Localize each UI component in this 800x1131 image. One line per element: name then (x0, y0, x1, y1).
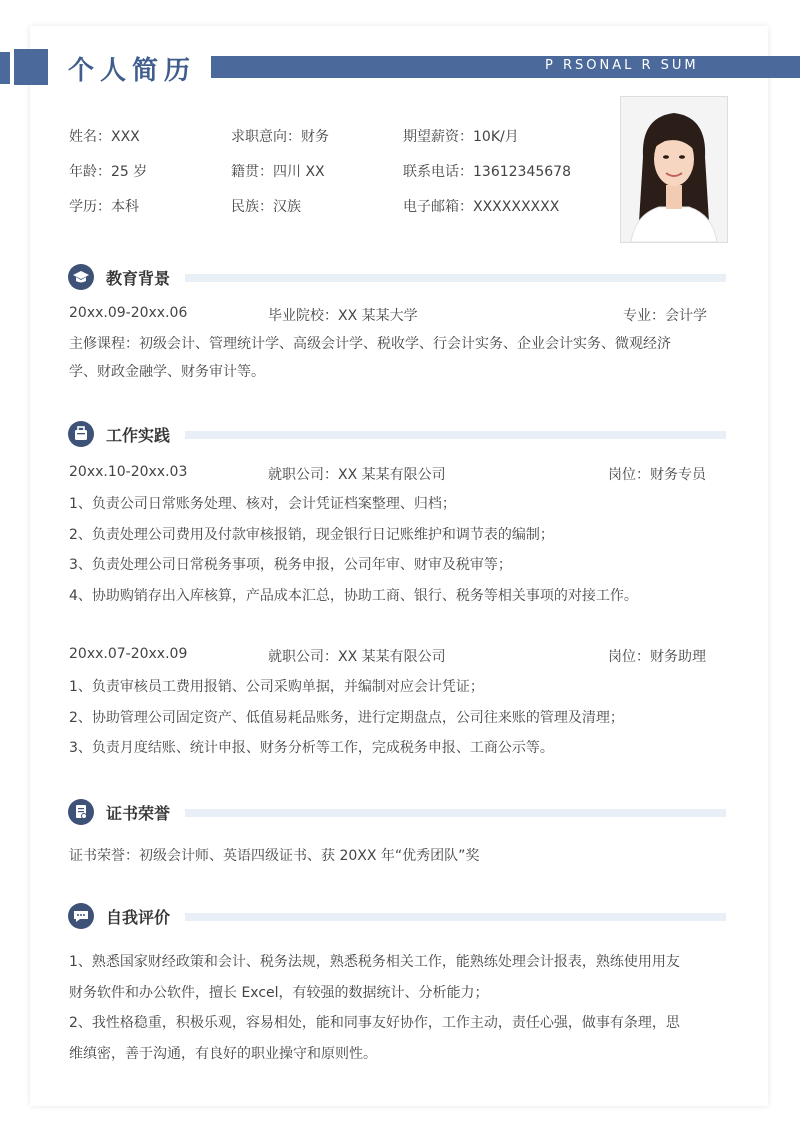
job-company: 就职公司：XX 某某有限公司 (268, 649, 446, 665)
job-duty: 4、协助购销存出入库核算，产品成本汇总，协助工商、银行、税务等相关事项的对接工作。 (69, 588, 638, 604)
section-divider (185, 431, 726, 439)
job-duty: 2、负责处理公司费用及付款审核报销，现金银行日记账维护和调节表的编制； (69, 527, 554, 543)
job-company: 就职公司：XX 某某有限公司 (268, 467, 446, 483)
job-duty: 3、负责处理公司日常税务事项，税务申报，公司年审、财审及税审等； (69, 557, 512, 573)
section-divider (185, 274, 726, 282)
header-subtitle: P RSONAL R SUM (545, 58, 699, 73)
job-duty: 1、负责审核员工费用报销、公司采购单据，并编制对应会计凭证； (69, 679, 484, 695)
section-work-title: 工作实践 (106, 426, 171, 445)
info-name: 姓名：XXX (69, 129, 140, 145)
info-salary: 期望薪资：10K/月 (403, 129, 519, 145)
cert-text: 证书荣誉：初级会计师、英语四级证书、获 20XX 年“优秀团队”奖 (69, 848, 480, 864)
job-period: 20xx.10-20xx.03 (69, 464, 188, 480)
education-courses-line1: 主修课程：初级会计、管理统计学、高级会计学、税收学、行会计实务、企业会计实务、微观经济 (69, 336, 671, 352)
section-divider (185, 913, 726, 921)
profile-photo (620, 96, 728, 243)
header-bar (211, 56, 800, 78)
job-duty: 2、协助管理公司固定资产、低值易耗品账务，进行定期盘点，公司往来账的管理及清理； (69, 710, 624, 726)
info-origin: 籍贯：四川 XX (231, 164, 325, 180)
page-title: 个人简历 (68, 56, 197, 86)
education-school: 毕业院校：XX 某某大学 (268, 308, 418, 324)
info-ethnicity: 民族：汉族 (231, 199, 301, 215)
education-period: 20xx.09-20xx.06 (69, 305, 188, 321)
section-self-header (68, 903, 728, 931)
self-eval-line: 维缜密，善于沟通，有良好的职业操守和原则性。 (69, 1046, 377, 1062)
job-position: 岗位：财务专员 (608, 467, 706, 483)
certificate-icon (68, 799, 94, 825)
education-major: 专业：会计学 (623, 308, 707, 324)
job-duty: 1、负责公司日常账务处理、核对，会计凭证档案整理、归档； (69, 496, 456, 512)
header-tab-decoration (0, 52, 10, 84)
section-self-title: 自我评价 (106, 908, 171, 927)
section-cert-title: 证书荣誉 (106, 804, 171, 823)
self-eval-line: 1、熟悉国家财经政策和会计、税务法规，熟悉税务相关工作，能熟练处理会计报表，熟练使用用友 (69, 954, 680, 970)
job-period: 20xx.07-20xx.09 (69, 646, 188, 662)
portrait-illustration (621, 97, 727, 242)
section-cert-header (68, 799, 728, 827)
chat-bubble-icon (68, 903, 94, 929)
info-age: 年龄：25 岁 (69, 164, 148, 180)
info-email: 电子邮箱：XXXXXXXXX (403, 199, 560, 215)
graduation-icon (68, 264, 94, 290)
job-position: 岗位：财务助理 (608, 649, 706, 665)
job-duty: 3、负责月度结账、统计申报、财务分析等工作，完成税务申报、工商公示等。 (69, 740, 554, 756)
info-intent: 求职意向：财务 (231, 129, 329, 145)
info-education: 学历：本科 (69, 199, 139, 215)
section-education-header (68, 264, 728, 292)
self-eval-line: 2、我性格稳重，积极乐观，容易相处，能和同事友好协作，工作主动，责任心强，做事有条理，思 (69, 1015, 680, 1031)
self-eval-line: 财务软件和办公软件，擅长 Excel，有较强的数据统计、分析能力； (69, 985, 489, 1001)
briefcase-icon (68, 421, 94, 447)
section-divider (185, 809, 726, 817)
education-courses-line2: 学、财政金融学、财务审计等。 (69, 364, 265, 380)
section-work-header (68, 421, 728, 449)
info-phone: 联系电话：13612345678 (403, 164, 571, 180)
header-block-decoration (14, 49, 48, 85)
section-education-title: 教育背景 (106, 269, 171, 288)
